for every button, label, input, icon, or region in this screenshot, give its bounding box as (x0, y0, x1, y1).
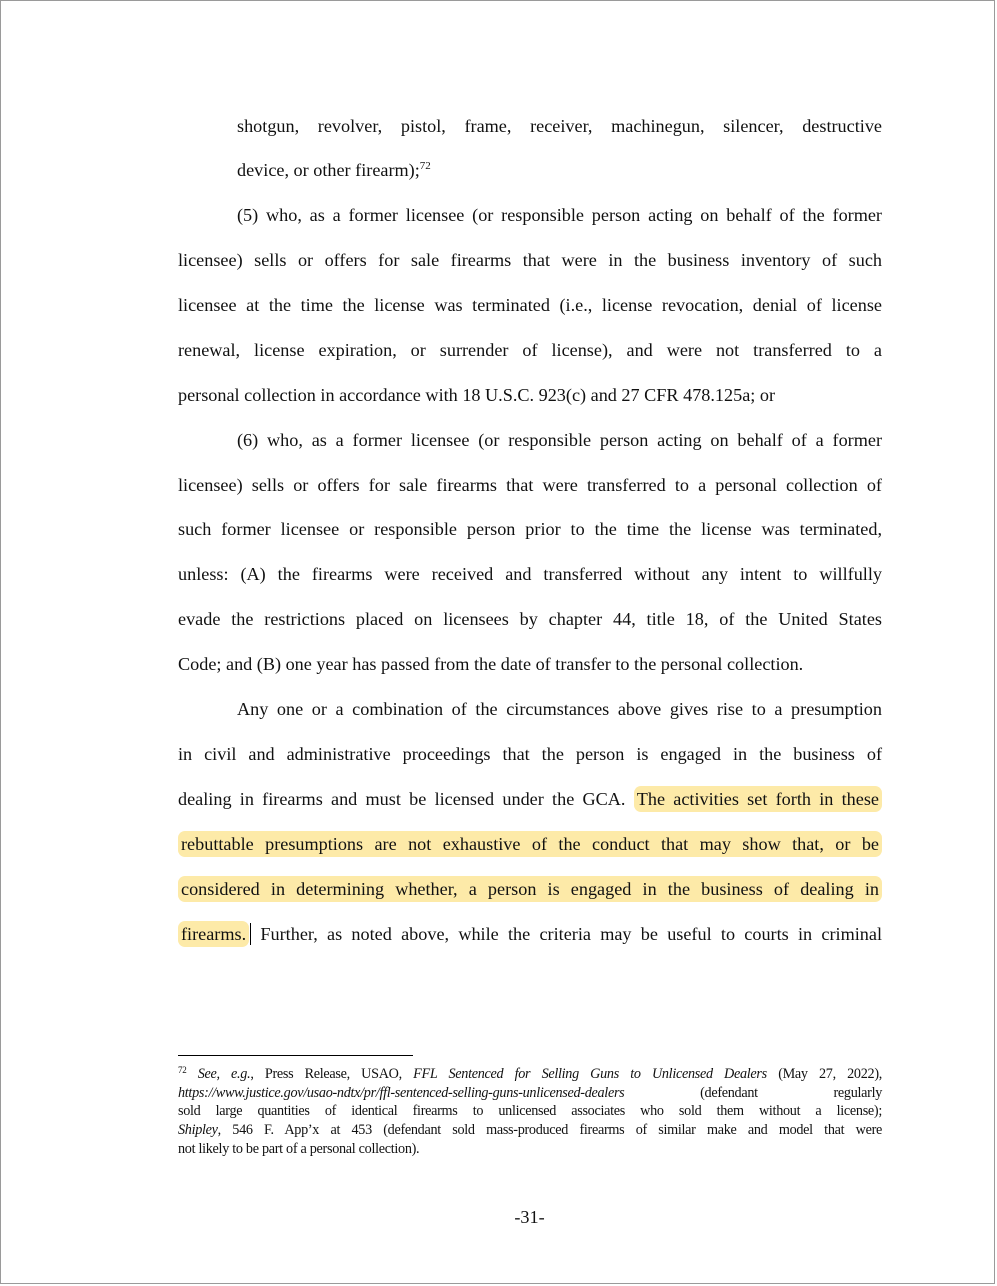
body-text: licensee) sells or offers for sale firearms that were in the business inventory of such (178, 250, 882, 270)
body-line (178, 554, 882, 594)
body-text: unless: (A) the firearms were received and transferred without any intent to willfully (178, 564, 882, 584)
body-line (178, 240, 882, 280)
body-text: such former licensee or responsible person prior to the time the license was terminated, (178, 519, 882, 539)
footnote-url[interactable]: https://www.justice.gov/usao-ndtx/pr/ffl-sentenced-selling-guns-unlicensed-dealers (178, 1085, 625, 1101)
body-line (178, 465, 882, 505)
footnote-signal: See, e.g. (197, 1066, 251, 1082)
footnote-source-title: FFL Sentenced for Selling Guns to Unlicensed Dealers (413, 1066, 767, 1082)
body-line (178, 375, 882, 415)
body-text: Any one or a combination of the circumstances above gives rise to a presumption (237, 699, 882, 719)
body-text: personal collection in accordance with 18 U.S.C. 923(c) and 27 CFR 478.125a; or (178, 385, 776, 405)
body-text: licensee at the time the license was terminated (i.e., license revocation, denial of license (178, 295, 882, 315)
body-line (178, 914, 882, 954)
body-line (178, 824, 882, 864)
body-line (178, 779, 882, 819)
footnote-text: not likely to be part of a personal collection). (178, 1141, 420, 1157)
body-text: renewal, license expiration, or surrender of license), and were not transferred to a (178, 340, 882, 360)
body-line (237, 420, 882, 460)
body-line (178, 599, 882, 639)
body-line (178, 734, 882, 774)
body-line (178, 330, 882, 370)
footnote-line (178, 1102, 882, 1121)
footnote-number: 72 (178, 1065, 187, 1075)
body-line (237, 150, 882, 190)
body-line (237, 689, 882, 729)
highlighted-text[interactable]: The activities set forth in these (634, 786, 882, 812)
body-line (178, 509, 882, 549)
body-text: (5) who, as a former licensee (or responsible person acting on behalf of the former (237, 205, 882, 225)
footnote-text: (May 27, 2022), (778, 1066, 882, 1082)
body-text: device, or other firearm); (237, 160, 420, 180)
body-line (237, 106, 882, 146)
footnote-line (178, 1140, 882, 1159)
body-text: Code; and (B) one year has passed from the date of transfer to the personal collection. (178, 654, 804, 674)
body-text: Further, as noted above, while the criteria may be useful to courts in criminal (260, 924, 883, 944)
body-line (178, 869, 882, 909)
body-text: licensee) sells or offers for sale firearms that were transferred to a personal collection of (178, 475, 882, 495)
footnote-text: (defendant regularly (700, 1085, 882, 1101)
body-text: dealing in firearms and must be licensed under the GCA. (178, 789, 626, 809)
footnote-text: sold large quantities of identical firearms to unlicensed associates who sold them without a license); (178, 1103, 882, 1119)
footnote-separator (178, 1055, 413, 1056)
footnote-text: , Press Release, USAO, (250, 1066, 402, 1082)
body-text: evade the restrictions placed on licensees by chapter 44, title 18, of the United States (178, 609, 882, 629)
footnote-reference[interactable]: 72 (419, 160, 431, 172)
body-line (237, 195, 882, 235)
highlighted-text[interactable]: firearms. (178, 921, 249, 947)
body-line (178, 644, 882, 684)
footnote-line (178, 1084, 882, 1103)
footnote-line (178, 1121, 882, 1140)
body-line (178, 285, 882, 325)
highlighted-text[interactable]: rebuttable presumptions are not exhaustive of the conduct that may show that, or be (178, 831, 882, 857)
page-number: -31- (514, 1207, 545, 1227)
highlighted-text[interactable]: considered in determining whether, a person is engaged in the business of dealing in (178, 876, 882, 902)
footnote-case-name: Shipley (178, 1122, 218, 1138)
body-text: shotgun, revolver, pistol, frame, receiver, machinegun, silencer, destructive (237, 116, 882, 136)
footnote-text: , 546 F. App’x at 453 (defendant sold mass-produced firearms of similar make and model that were (217, 1122, 882, 1138)
body-text: in civil and administrative proceedings that the person is engaged in the business of (178, 744, 882, 764)
text-cursor (250, 923, 251, 945)
body-text: (6) who, as a former licensee (or responsible person acting on behalf of a former (237, 430, 882, 450)
footnote-line (178, 1065, 882, 1084)
